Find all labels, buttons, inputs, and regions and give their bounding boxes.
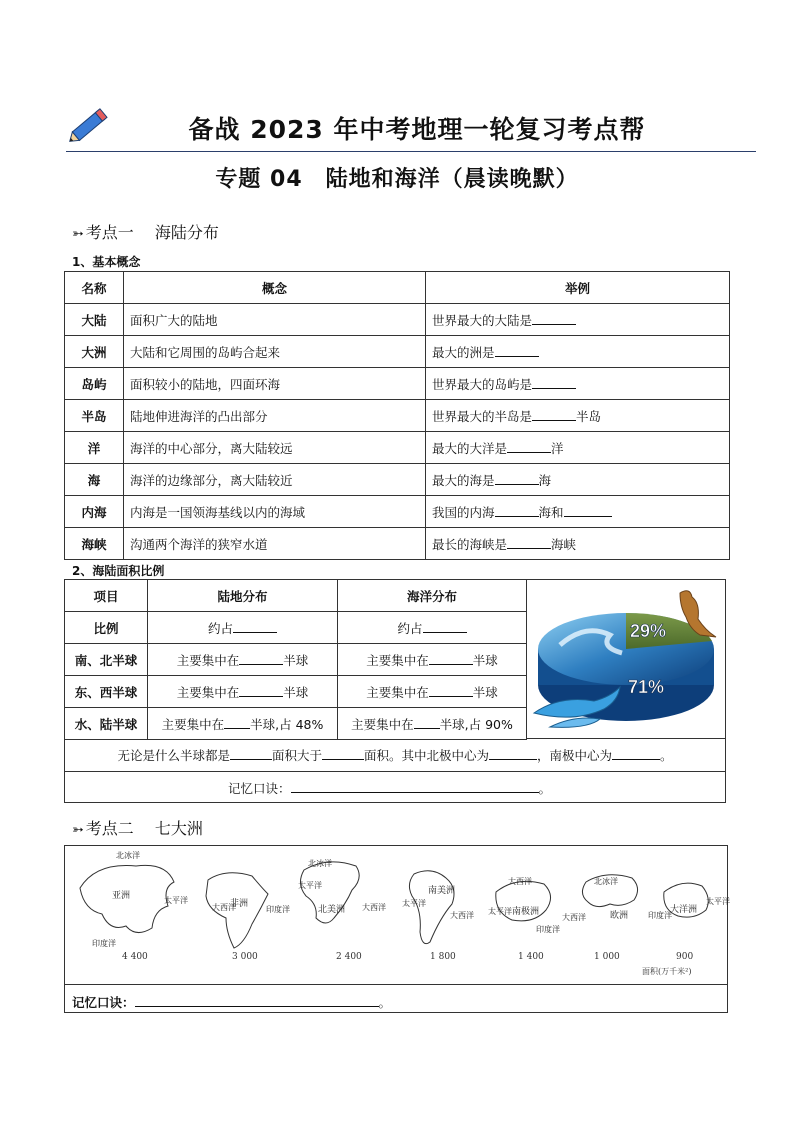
continent-area: 1 400 (518, 952, 544, 962)
continent-label: 南美洲 (428, 886, 456, 896)
cell-example: 世界最大的大陆是 (426, 304, 730, 336)
blank (429, 684, 473, 697)
table-row (65, 644, 527, 676)
pie-sea-percent: 71% (628, 677, 665, 697)
continent-area: 2 400 (336, 952, 362, 962)
page-subtitle: 专题 04 陆地和海洋（晨读晚默） (215, 167, 579, 192)
continent-area: 4 400 (122, 952, 148, 962)
cell-concept: 内海是一国领海基线以内的海域 (124, 496, 426, 528)
cell-sea: 主要集中在 半球 (338, 676, 527, 708)
cell-item: 比例 (65, 612, 148, 644)
cell-name: 内海 (65, 496, 124, 528)
ocean-label: 大西洋 (212, 903, 236, 912)
table-row (65, 368, 730, 400)
section1-sub1: 1、基本概念 (72, 255, 141, 269)
blank (230, 747, 272, 760)
table-row (65, 432, 730, 464)
col-header-concept: 概念 (124, 272, 426, 304)
cell-example: 最大的洲是 (426, 336, 730, 368)
blank (423, 620, 467, 633)
ocean-label: 大西洋 (562, 913, 586, 922)
blank (135, 994, 379, 1007)
concept-table (64, 271, 730, 560)
cell-concept: 面积较小的陆地，四面环海 (124, 368, 426, 400)
continent-label: 南极洲 (512, 907, 540, 917)
continent-label: 亚洲 (112, 891, 131, 901)
ocean-label: 太平洋 (164, 896, 188, 905)
blank (233, 620, 277, 633)
cell-concept: 陆地伸进海洋的凸出部分 (124, 400, 426, 432)
continent-label: 大洋洲 (670, 905, 698, 915)
cell-concept: 面积广大的陆地 (124, 304, 426, 336)
col-header-name: 名称 (65, 272, 124, 304)
summary-line: 无论是什么半球都是 面积大于 面积。其中北极中心为 ，南极中心为 。 (117, 748, 673, 763)
area-unit-note: 面积(万千米²) (642, 967, 692, 976)
continent-label: 北美洲 (318, 905, 346, 915)
arrow-icon: ➳ (72, 226, 84, 242)
cell-sea: 主要集中在 半球,占 90% (338, 708, 527, 740)
cell-example: 最大的大洋是 洋 (426, 432, 730, 464)
memory-line-2: 记忆口诀： 。 (72, 995, 392, 1010)
blank (507, 536, 551, 549)
memory-line-1: 记忆口诀： 。 (228, 781, 552, 796)
blank (495, 472, 539, 485)
cell-land: 约占 (148, 612, 338, 644)
section1-heading: ➳ 考点一 海陆分布 (72, 223, 219, 242)
cell-example: 最大的海是 海 (426, 464, 730, 496)
continent-area: 900 (676, 952, 694, 962)
blank (291, 780, 539, 793)
cell-concept: 海洋的边缘部分，离大陆较近 (124, 464, 426, 496)
ocean-label: 北冰洋 (308, 859, 332, 868)
pie-land-percent: 29% (630, 621, 667, 641)
continent-label: 欧洲 (610, 911, 629, 921)
blank (239, 684, 283, 697)
ocean-label: 北冰洋 (116, 851, 140, 860)
table-row (65, 496, 730, 528)
cell-concept: 沟通两个海洋的狭窄水道 (124, 528, 426, 560)
cell-land: 主要集中在 半球 (148, 676, 338, 708)
blank (322, 747, 364, 760)
cell-sea: 约占 (338, 612, 527, 644)
blank (532, 376, 576, 389)
table-row (65, 336, 730, 368)
col-header-sea: 海洋分布 (338, 580, 527, 612)
cell-name: 海峡 (65, 528, 124, 560)
blank (495, 344, 539, 357)
cell-item: 水、陆半球 (65, 708, 148, 740)
blank (507, 440, 551, 453)
table-row (65, 676, 527, 708)
cell-item: 南、北半球 (65, 644, 148, 676)
ocean-label: 大西洋 (450, 911, 474, 920)
table-header-row (65, 272, 730, 304)
ratio-table (64, 579, 527, 740)
cell-name: 大陆 (65, 304, 124, 336)
table-row (65, 708, 527, 740)
cell-item: 东、西半球 (65, 676, 148, 708)
blank (612, 747, 660, 760)
blank (532, 408, 576, 421)
ocean-label: 太平洋 (298, 881, 322, 890)
summary-divider (64, 771, 726, 772)
cell-example: 最长的海峡是 海峡 (426, 528, 730, 560)
title-rule (66, 151, 756, 152)
table-row (65, 612, 527, 644)
cell-example: 世界最大的半岛是 半岛 (426, 400, 730, 432)
section1-sub2: 2、海陆面积比例 (72, 564, 165, 578)
col-header-example: 举例 (426, 272, 730, 304)
cell-name: 岛屿 (65, 368, 124, 400)
table-row (65, 304, 730, 336)
ocean-label: 太平洋 (706, 897, 730, 906)
ocean-label: 印度洋 (266, 905, 290, 914)
cell-name: 大洲 (65, 336, 124, 368)
arrow-icon: ➳ (72, 822, 84, 838)
continent-area: 1 800 (430, 952, 456, 962)
cell-name: 海 (65, 464, 124, 496)
figure-divider (64, 984, 728, 985)
continent-area: 1 000 (594, 952, 620, 962)
continent-area: 3 000 (232, 952, 258, 962)
blank (489, 747, 537, 760)
blank (564, 504, 612, 517)
land-sea-pie-image (530, 583, 722, 735)
page-title: 备战 2023 年中考地理一轮复习考点帮 (188, 115, 646, 144)
ocean-label: 印度洋 (536, 925, 560, 934)
blank (532, 312, 576, 325)
ocean-label: 大西洋 (508, 877, 532, 886)
table-row (65, 400, 730, 432)
ocean-label: 印度洋 (648, 911, 672, 920)
blank (495, 504, 539, 517)
blank (414, 716, 440, 729)
col-header-item: 项目 (65, 580, 148, 612)
blank (429, 652, 473, 665)
cell-land: 主要集中在 半球,占 48% (148, 708, 338, 740)
cell-name: 洋 (65, 432, 124, 464)
table-row (65, 464, 730, 496)
cell-example: 我国的内海 海和 (426, 496, 730, 528)
cell-example: 世界最大的岛屿是 (426, 368, 730, 400)
cell-concept: 海洋的中心部分，离大陆较远 (124, 432, 426, 464)
table-row (65, 528, 730, 560)
cell-name: 半岛 (65, 400, 124, 432)
ocean-label: 北冰洋 (594, 877, 618, 886)
cell-concept: 大陆和它周围的岛屿合起来 (124, 336, 426, 368)
continent-label: 非洲 (230, 899, 249, 909)
cell-sea: 主要集中在 半球 (338, 644, 527, 676)
cell-land: 主要集中在 半球 (148, 644, 338, 676)
ocean-label: 印度洋 (92, 939, 116, 948)
ocean-label: 太平洋 (402, 899, 426, 908)
blank (239, 652, 283, 665)
ocean-label: 太平洋 (488, 907, 512, 916)
ocean-label: 大西洋 (362, 903, 386, 912)
table-header-row (65, 580, 527, 612)
blank (224, 716, 250, 729)
col-header-land: 陆地分布 (148, 580, 338, 612)
section2-heading: ➳ 考点二 七大洲 (72, 819, 203, 838)
